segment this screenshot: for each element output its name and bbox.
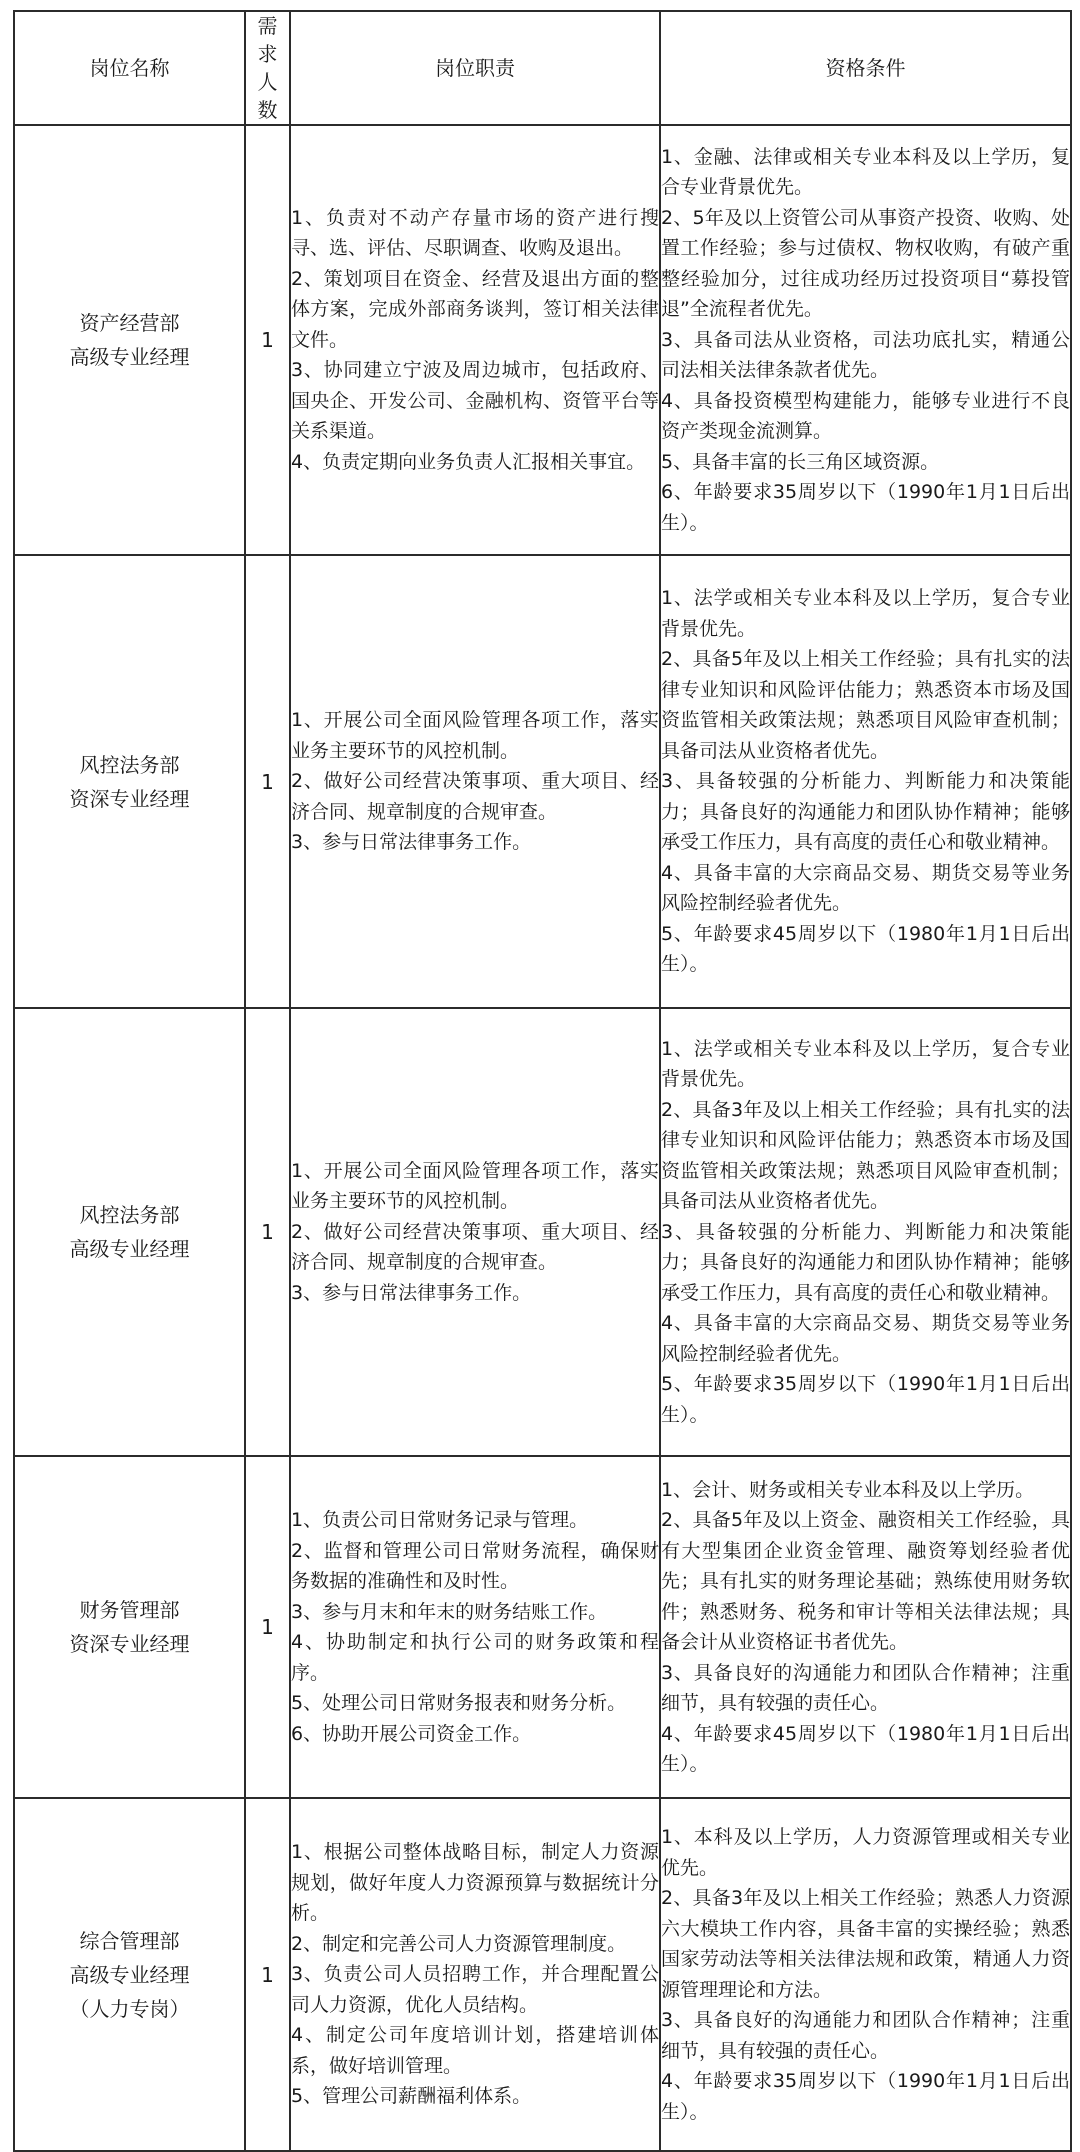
headcount-cell: 1 [245, 125, 290, 555]
duty-item: 3、负责公司人员招聘工作，并合理配置公司人力资源，优化人员结构。 [291, 1963, 659, 2016]
requirement-item: 3、具备司法从业资格，司法功底扎实，精通公司法相关法律条款者优先。 [661, 328, 1070, 382]
position-title: 高级专业经理 [69, 1962, 190, 1987]
requirement-item: 4、年龄要求35周岁以下（1990年1月1日后出生）。 [661, 2070, 1070, 2123]
duty-item: 2、监督和管理公司日常财务流程，确保财务数据的准确性和及时性。 [291, 1539, 659, 1592]
requirements-cell [660, 1008, 1071, 1456]
requirement-item: 3、具备良好的沟通能力和团队合作精神；注重细节，具有较强的责任心。 [661, 2009, 1070, 2062]
table-header-row [14, 11, 1071, 125]
duties-cell [290, 1456, 660, 1798]
headcount-cell: 1 [245, 1008, 290, 1456]
position-cell [14, 1008, 245, 1456]
header-headcount [245, 11, 290, 125]
job-table [13, 10, 1072, 2152]
requirement-item: 2、具备5年及以上资金、融资相关工作经验，具有大型集团企业资金管理、融资筹划经验者优先；具有扎实的财务理论基础；熟练使用财务软件；熟悉财务、税务和审计等相关法律法规；具备会计从业资格证书者优先。 [661, 1509, 1070, 1653]
header-headcount-text: 需求人数 [257, 14, 278, 122]
duties-cell [290, 555, 660, 1008]
duty-item: 3、参与月末和年末的财务结账工作。 [291, 1600, 608, 1623]
requirements-cell [660, 555, 1071, 1008]
duty-item: 4、制定公司年度培训计划，搭建培训体系，做好培训管理。 [291, 2024, 659, 2077]
duty-item: 3、参与日常法律事务工作。 [291, 1281, 532, 1304]
duty-item: 1、开展公司全面风险管理各项工作，落实业务主要环节的风控机制。 [291, 1159, 659, 1213]
requirement-item: 4、具备投资模型构建能力，能够专业进行不良资产类现金流测算。 [661, 389, 1070, 443]
requirement-item: 1、本科及以上学历，人力资源管理或相关专业优先。 [661, 1826, 1070, 1879]
duty-item: 4、协助制定和执行公司的财务政策和程序。 [291, 1631, 659, 1684]
duty-item: 5、管理公司薪酬福利体系。 [291, 2085, 532, 2108]
requirement-item: 4、年龄要求45周岁以下（1980年1月1日后出生）。 [661, 1722, 1070, 1775]
duty-item: 2、做好公司经营决策事项、重大项目、经济合同、规章制度的合规审查。 [291, 1220, 659, 1274]
duties-cell [290, 1798, 660, 2151]
requirement-item: 2、具备3年及以上相关工作经验；熟悉人力资源六大模块工作内容，具备丰富的实操经验；熟悉国家劳动法等相关法律法规和政策，精通人力资源管理理论和方法。 [661, 1887, 1070, 2001]
position-dept: 风控法务部 [79, 1203, 180, 1227]
requirement-item: 5、年龄要求45周岁以下（1980年1月1日后出生）。 [661, 922, 1070, 976]
position-cell [14, 125, 245, 555]
requirement-item: 1、法学或相关专业本科及以上学历，复合专业背景优先。 [661, 1037, 1070, 1091]
requirements-cell [660, 1456, 1071, 1798]
duty-item: 5、处理公司日常财务报表和财务分析。 [291, 1692, 627, 1714]
headcount-cell: 1 [245, 555, 290, 1008]
position-note: （人力专岗） [69, 1996, 190, 2021]
requirement-item: 6、年龄要求35周岁以下（1990年1月1日后出生）。 [661, 481, 1070, 534]
duties-cell [290, 1008, 660, 1456]
requirements-cell [660, 1798, 1071, 2151]
duty-item: 2、策划项目在资金、经营及退出方面的整体方案，完成外部商务谈判，签订相关法律文件。 [291, 267, 659, 351]
requirement-item: 4、具备丰富的大宗商品交易、期货交易等业务风险控制经验者优先。 [661, 1312, 1070, 1365]
duty-item: 6、协助开展公司资金工作。 [291, 1722, 532, 1745]
requirement-item: 3、具备较强的分析能力、判断能力和决策能力；具备良好的沟通能力和团队协作精神；能够承受工作压力，具有高度的责任心和敬业精神。 [661, 1220, 1070, 1304]
requirement-item: 5、年龄要求35周岁以下（1990年1月1日后出生）。 [661, 1373, 1070, 1426]
requirement-item: 2、具备5年及以上相关工作经验；具有扎实的法律专业知识和风险评估能力；熟悉资本市场及国资监管相关政策法规；熟悉项目风险审查机制；具备司法从业资格者优先。 [661, 648, 1070, 762]
duty-item: 4、负责定期向业务负责人汇报相关事宜。 [291, 450, 646, 473]
position-cell [14, 1456, 245, 1798]
position-title: 资深专业经理 [69, 1632, 190, 1656]
requirement-item: 4、具备丰富的大宗商品交易、期货交易等业务风险控制经验者优先。 [661, 861, 1070, 915]
requirement-item: 5、具备丰富的长三角区域资源。 [661, 450, 940, 473]
duty-item: 2、制定和完善公司人力资源管理制度。 [291, 1932, 627, 1955]
position-dept: 财务管理部 [79, 1598, 180, 1622]
position-dept: 资产经营部 [79, 311, 180, 335]
table-row [14, 1456, 1071, 1798]
duty-item: 2、做好公司经营决策事项、重大项目、经济合同、规章制度的合规审查。 [291, 770, 659, 823]
table-row [14, 555, 1071, 1008]
duties-cell [290, 125, 660, 555]
requirements-cell [660, 125, 1071, 555]
headcount-cell: 1 [245, 1456, 290, 1798]
position-cell [14, 555, 245, 1008]
requirement-item: 2、具备3年及以上相关工作经验；具有扎实的法律专业知识和风险评估能力；熟悉资本市场及国资监管相关政策法规；熟悉项目风险审查机制；具备司法从业资格者优先。 [661, 1098, 1070, 1213]
position-cell [14, 1798, 245, 2151]
table-row [14, 1008, 1071, 1456]
header-requirements: 资格条件 [660, 11, 1071, 125]
requirement-item: 1、法学或相关专业本科及以上学历，复合专业背景优先。 [661, 587, 1070, 640]
requirement-item: 1、金融、法律或相关专业本科及以上学历，复合专业背景优先。 [661, 145, 1070, 199]
duty-item: 1、负责对不动产存量市场的资产进行搜寻、选、评估、尽职调查、收购及退出。 [291, 206, 659, 260]
duty-item: 1、根据公司整体战略目标，制定人力资源规划，做好年度人力资源预算与数据统计分析。 [291, 1841, 659, 1925]
position-dept: 风控法务部 [79, 752, 180, 777]
duty-item: 1、开展公司全面风险管理各项工作，落实业务主要环节的风控机制。 [291, 709, 659, 762]
requirement-item: 1、会计、财务或相关专业本科及以上学历。 [661, 1478, 1035, 1501]
position-title: 高级专业经理 [69, 1237, 190, 1261]
position-title: 高级专业经理 [69, 345, 190, 369]
requirement-item: 3、具备较强的分析能力、判断能力和决策能力；具备良好的沟通能力和团队协作精神；能够承受工作压力，具有高度的责任心和敬业精神。 [661, 770, 1070, 854]
requirement-item: 3、具备良好的沟通能力和团队合作精神；注重细节，具有较强的责任心。 [661, 1661, 1070, 1714]
duty-item: 3、协同建立宁波及周边城市，包括政府、国央企、开发公司、金融机构、资管平台等关系渠道。 [291, 359, 659, 443]
position-dept: 综合管理部 [79, 1928, 180, 1953]
position-title: 资深专业经理 [69, 786, 190, 811]
header-duties: 岗位职责 [290, 11, 660, 125]
headcount-cell: 1 [245, 1798, 290, 2151]
requirement-item: 2、5年及以上资管公司从事资产投资、收购、处置工作经验；参与过债权、物权收购，有破产重整经验加分，过往成功经历过投资项目“募投管退”全流程者优先。 [661, 206, 1070, 321]
duty-item: 1、负责公司日常财务记录与管理。 [291, 1509, 589, 1531]
table-row [14, 1798, 1071, 2151]
header-position-name: 岗位名称 [14, 11, 245, 125]
table-row [14, 125, 1071, 555]
duty-item: 3、参与日常法律事务工作。 [291, 831, 532, 854]
